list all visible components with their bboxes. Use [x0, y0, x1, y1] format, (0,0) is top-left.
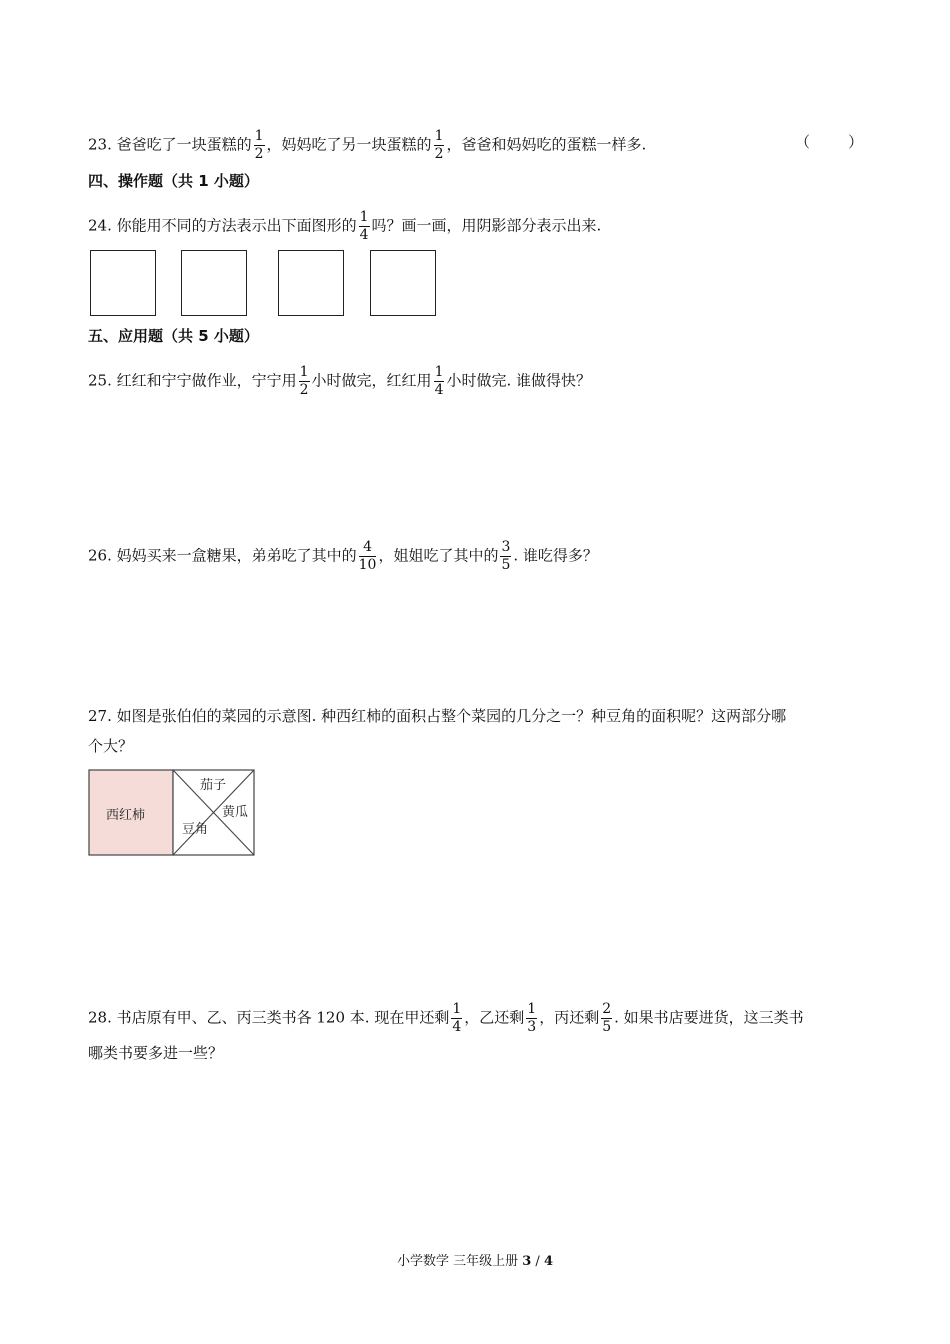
drawing-square-2[interactable] [181, 250, 247, 316]
q28-text-1: 28. 书店原有甲、乙、丙三类书各 120 本. 现在甲还剩 [88, 1008, 450, 1027]
drawing-square-4[interactable] [370, 250, 436, 316]
label-cucumber: 黄瓜 [222, 805, 249, 820]
q28-text-2: ，乙还剩 [464, 1008, 525, 1027]
q25-text-1: 25. 红红和宁宁做作业，宁宁用 [88, 371, 297, 390]
drawing-square-3[interactable] [278, 250, 344, 316]
question-25 [88, 364, 591, 399]
garden-diagram [88, 769, 256, 857]
drawing-square-1[interactable] [90, 250, 156, 316]
page-separator: / [531, 1254, 544, 1269]
q25-text-3: 小时做完. 谁做得快？ [446, 371, 592, 390]
q24-text-2: 吗？画一画，用阴影部分表示出来. [371, 216, 602, 235]
page-footer [0, 1250, 950, 1269]
question-28-line-2: 哪类书要多进一些？ [88, 1044, 224, 1062]
q26-text-2: ，姐姐吃了其中的 [378, 546, 499, 565]
q23-text-2: ，妈妈吃了另一块蛋糕的 [266, 135, 432, 154]
q24-text-1: 24. 你能用不同的方法表示出下面图形的 [88, 216, 357, 235]
fraction-four-tenths: $\frac{4}{10}$ [358, 539, 377, 573]
q28-text-4: . 如果书店要进货，这三类书 [614, 1008, 804, 1027]
question-27-line-1: 27. 如图是张伯伯的菜园的示意图. 种西红柿的面积占整个菜园的几分之一？种豆角的面积呢？这两部分哪 [88, 707, 787, 725]
section-heading-application: 五、应用题（共 5 小题） [88, 327, 259, 345]
footer-text: 小学数学 三年级上册 [396, 1254, 523, 1269]
fraction-one-quarter: $\frac{1}{4}$ [452, 1001, 462, 1035]
fraction-one-quarter: $\frac{1}{4}$ [359, 209, 369, 243]
q23-text-1: 23. 爸爸吃了一块蛋糕的 [88, 135, 252, 154]
label-tomato: 西红柿 [106, 808, 146, 823]
label-bean: 豆角 [182, 822, 209, 837]
fraction-two-fifths: $\frac{2}{5}$ [602, 1001, 612, 1035]
q26-text-3: . 谁吃得多？ [513, 546, 598, 565]
q23-text-3: ，爸爸和妈妈吃的蛋糕一样多. [446, 135, 647, 154]
fraction-one-half: $\frac{1}{2}$ [254, 128, 264, 162]
question-26 [88, 539, 598, 574]
page-number: 3 [522, 1254, 532, 1269]
answer-blank-parentheses[interactable]: （ ） [795, 133, 864, 151]
fraction-one-half: $\frac{1}{2}$ [299, 364, 309, 398]
question-27-line-2: 个大？ [88, 737, 134, 755]
fraction-one-third: $\frac{1}{3}$ [527, 1001, 537, 1035]
q25-text-2: 小时做完，红红用 [311, 371, 432, 390]
label-eggplant: 茄子 [200, 778, 227, 793]
section-heading-operation: 四、操作题（共 1 小题） [88, 172, 259, 190]
question-24 [88, 209, 601, 244]
question-28-line-1 [88, 1001, 804, 1036]
question-23 [88, 128, 646, 163]
fraction-one-half: $\frac{1}{2}$ [434, 128, 444, 162]
q26-text-1: 26. 妈妈买来一盒糖果，弟弟吃了其中的 [88, 546, 357, 565]
fraction-one-quarter: $\frac{1}{4}$ [434, 364, 444, 398]
page-total: 4 [543, 1254, 553, 1269]
q28-text-3: ，丙还剩 [539, 1008, 600, 1027]
fraction-three-fifths: $\frac{3}{5}$ [501, 539, 511, 573]
